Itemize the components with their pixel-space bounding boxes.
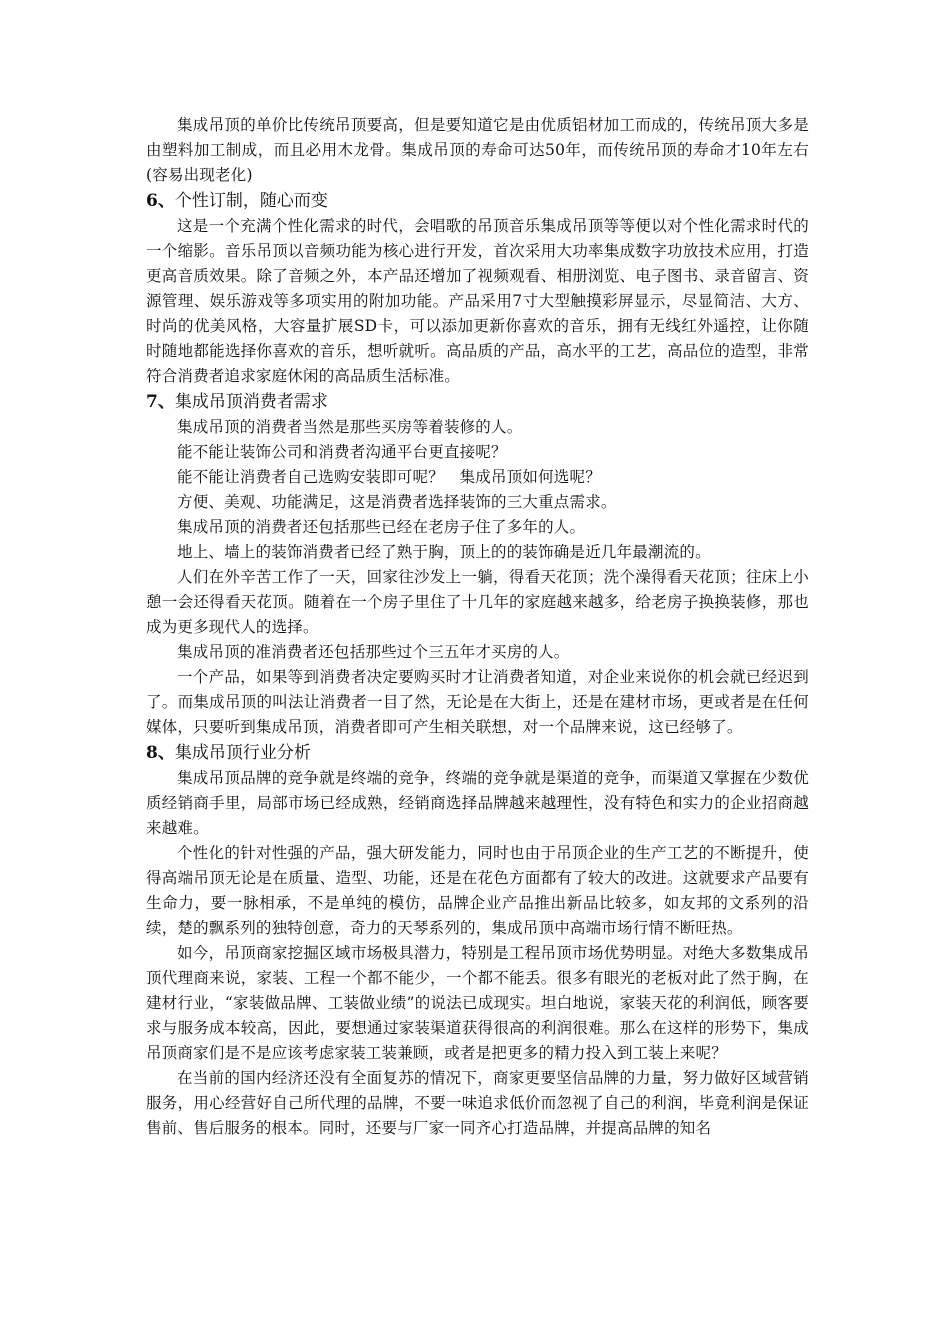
- paragraph-consumers-new-homes: 集成吊顶的消费者当然是那些买房等着装修的人。: [177, 418, 523, 436]
- paragraph-high-end-market: 个性化的针对性强的产品，强大研发能力，同时也由于吊顶企业的生产工艺的不断提升，使得高端吊顶无论是在质量、造型、功能，还是在花色方面都有了较大的改进。这就要求产品要有生命力，要一脉相承，不是单纯的模仿，品牌企业产品推出新品比较多，如友邦的文系列的沿续，楚的飘系列的独特创意，奇力的天琴系列的，集成吊顶中高端市场行情不断旺热。: [146, 844, 809, 937]
- section-number: 8、: [146, 743, 175, 763]
- section-number: 7、: [146, 392, 175, 412]
- paragraph-old-house-owners: 集成吊顶的消费者还包括那些已经在老房子住了多年的人。: [177, 518, 586, 536]
- section-title: 个性订制，随心而变: [174, 191, 328, 211]
- paragraph-communication-platform: 能不能让装饰公司和消费者沟通平台更直接呢？: [177, 443, 507, 461]
- paragraph-economic-outlook: 在当前的国内经济还没有全面复苏的情况下，商家更要坚信品牌的力量，努力做好区域营销服务，用心经营好自己所代理的品牌，不要一味追求低价而忽视了自己的利润，毕竟利润是保证售前、售后服务的根本。同时，还要与厂家一同齐心打造品牌，并提高品牌的知名: [146, 1069, 809, 1137]
- section-number: 6、: [146, 191, 175, 211]
- paragraph-self-install: 能不能让消费者自己选购安装即可呢？ 集成吊顶如何选呢？: [177, 468, 601, 486]
- section-title: 集成吊顶行业分析: [174, 743, 311, 763]
- section-heading-6: [146, 188, 809, 214]
- paragraph-engineering-market: 如今，吊顶商家挖掘区域市场极具潜力，特别是工程吊顶市场优势明显。对绝大多数集成吊顶代理商来说，家装、工程一个都不能少，一个都不能丢。很多有眼光的老板对此了然于胸，在建材行业，“家装做品牌、工装做业绩”的说法已成现实。坦白地说，家装天花的利润低，顾客要求与服务成本较高，因此，要想通过家装渠道获得很高的利润很难。那么在这样的形势下，集成吊顶商家们是不是应该考虑家装工装兼顾，或者是把更多的精力投入到工装上来呢？: [146, 944, 809, 1062]
- paragraph-three-needs: 方便、美观、功能满足，这是消费者选择装饰的三大重点需求。: [177, 493, 617, 511]
- paragraph-price-lifespan: 集成吊顶的单价比传统吊顶要高，但是要知道它是由优质铝材加工而成的，传统吊顶大多是由塑料加工制成，而且必用木龙骨。集成吊顶的寿命可达50年，而传统吊顶的寿命才10年左右(容易出现老化): [146, 116, 809, 184]
- document-page: [146, 113, 809, 1141]
- paragraph-daily-life: 人们在外辛苦工作了一天，回家往沙发上一躺，得看天花顶；洗个澡得看天花顶；往床上小憩一会还得看天花顶。随着在一个房子里住了十几年的家庭越来越多，给老房子换换装修，那也成为更多现代人的选择。: [146, 568, 809, 636]
- paragraph-brand-awareness: 一个产品，如果等到消费者决定要购买时才让消费者知道，对企业来说你的机会就已经迟到了。而集成吊顶的叫法让消费者一目了然，无论是在大街上，还是在建材市场，更或者是在任何媒体，只要听到集成吊顶，消费者即可产生相关联想，对一个品牌来说，这已经够了。: [146, 668, 809, 736]
- paragraph-future-buyers: 集成吊顶的准消费者还包括那些过个三五年才买房的人。: [177, 643, 570, 661]
- paragraph-brand-competition: 集成吊顶品牌的竞争就是终端的竞争，终端的竞争就是渠道的竞争，而渠道又掌握在少数优质经销商手里，局部市场已经成熟，经销商选择品牌越来越理性，没有特色和实力的企业招商越来越难。: [146, 769, 809, 837]
- section-title: 集成吊顶消费者需求: [174, 392, 328, 412]
- paragraph-ceiling-trend: 地上、墙上的装饰消费者已经了熟于胸，顶上的的装饰确是近几年最潮流的。: [177, 543, 711, 561]
- paragraph-personalization: 这是一个充满个性化需求的时代，会唱歌的吊顶音乐集成吊顶等等便以对个性化需求时代的一个缩影。音乐吊顶以音频功能为核心进行开发，首次采用大功率集成数字功放技术应用，打造更高音质效果。除了音频之外，本产品还增加了视频观看、相册浏览、电子图书、录音留言、资源管理、娱乐游戏等多项实用的附加功能。产品采用7寸大型触摸彩屏显示，尽显简洁、大方、时尚的优美风格，大容量扩展SD卡，可以添加更新你喜欢的音乐，拥有无线红外遥控，让你随时随地都能选择你喜欢的音乐，想听就听。高品质的产品，高水平的工艺，高品位的造型，非常符合消费者追求家庭休闲的高品质生活标准。: [146, 217, 809, 385]
- section-heading-8: [146, 740, 809, 766]
- section-heading-7: [146, 389, 809, 415]
